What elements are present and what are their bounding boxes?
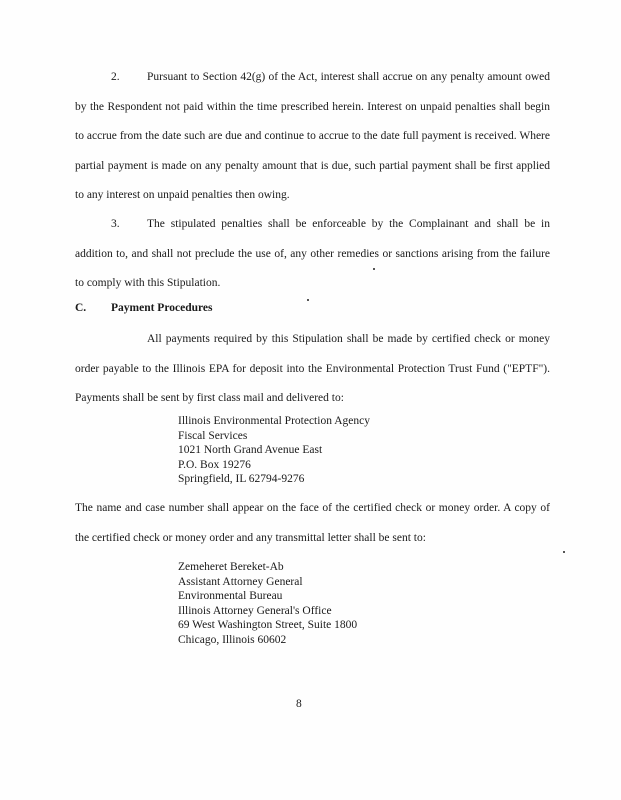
- epa-address-line: Springfield, IL 62794-9276: [178, 473, 305, 485]
- section-c-title: Payment Procedures: [111, 302, 213, 314]
- scan-speck: [373, 268, 375, 270]
- epa-address-block: [178, 414, 370, 487]
- page-number: 8: [296, 698, 302, 710]
- paragraph-3: [75, 210, 550, 299]
- payment-paragraph: [75, 325, 550, 414]
- copy-paragraph: [75, 494, 550, 553]
- epa-address-line: Fiscal Services: [178, 429, 248, 442]
- ag-address-line: Zemeheret Bereket-Ab: [178, 561, 284, 573]
- scan-speck: [563, 551, 565, 553]
- epa-address-line: P.O. Box 19276: [178, 458, 251, 471]
- copy-paragraph-text: The name and case number shall appear on the face of the certified check or money order. A copy of the certified check or money order and any transmittal letter shall be sent to:: [75, 502, 550, 544]
- scan-speck: [307, 299, 309, 301]
- paragraph-3-text: The stipulated penalties shall be enforceable by the Complainant and shall be in addition to, and shall not preclude the use of, any other remedies or sanctions arising from the failure to comply with this Stipulation.: [75, 218, 550, 289]
- section-c-letter: C.: [75, 302, 87, 314]
- epa-address-line: 1021 North Grand Avenue East: [178, 444, 323, 456]
- ag-address-line: Illinois Attorney General's Office: [178, 604, 332, 617]
- paragraph-3-number: 3.: [111, 218, 120, 230]
- section-c-heading: [75, 296, 212, 320]
- paragraph-2-number: 2.: [111, 71, 120, 83]
- ag-address-line: Chicago, Illinois 60602: [178, 633, 287, 646]
- paragraph-2-text: Pursuant to Section 42(g) of the Act, interest shall accrue on any penalty amount owed by the Respondent not paid within the time prescribed herein. Interest on unpaid penalties shall begin to accrue from the date such are due and continue to accrue to the date full payment is received. Where partial payment is made on any penalty amount that is due, such partial payment shall be first applied to any interest on unpaid penalties then owing.: [75, 71, 550, 201]
- epa-address-line: Illinois Environmental Protection Agency: [178, 415, 370, 427]
- ag-address-line: Environmental Bureau: [178, 590, 283, 602]
- attorney-general-address-block: [178, 560, 357, 647]
- paragraph-2: [75, 63, 550, 211]
- ag-address-line: Assistant Attorney General: [178, 575, 303, 588]
- ag-address-line: 69 West Washington Street, Suite 1800: [178, 619, 358, 631]
- payment-paragraph-text: All payments required by this Stipulation shall be made by certified check or money order payable to the Illinois EPA for deposit into the Environmental Protection Trust Fund ("EPTF"). Payments shall be sent by first class mail and delivered to:: [75, 333, 550, 404]
